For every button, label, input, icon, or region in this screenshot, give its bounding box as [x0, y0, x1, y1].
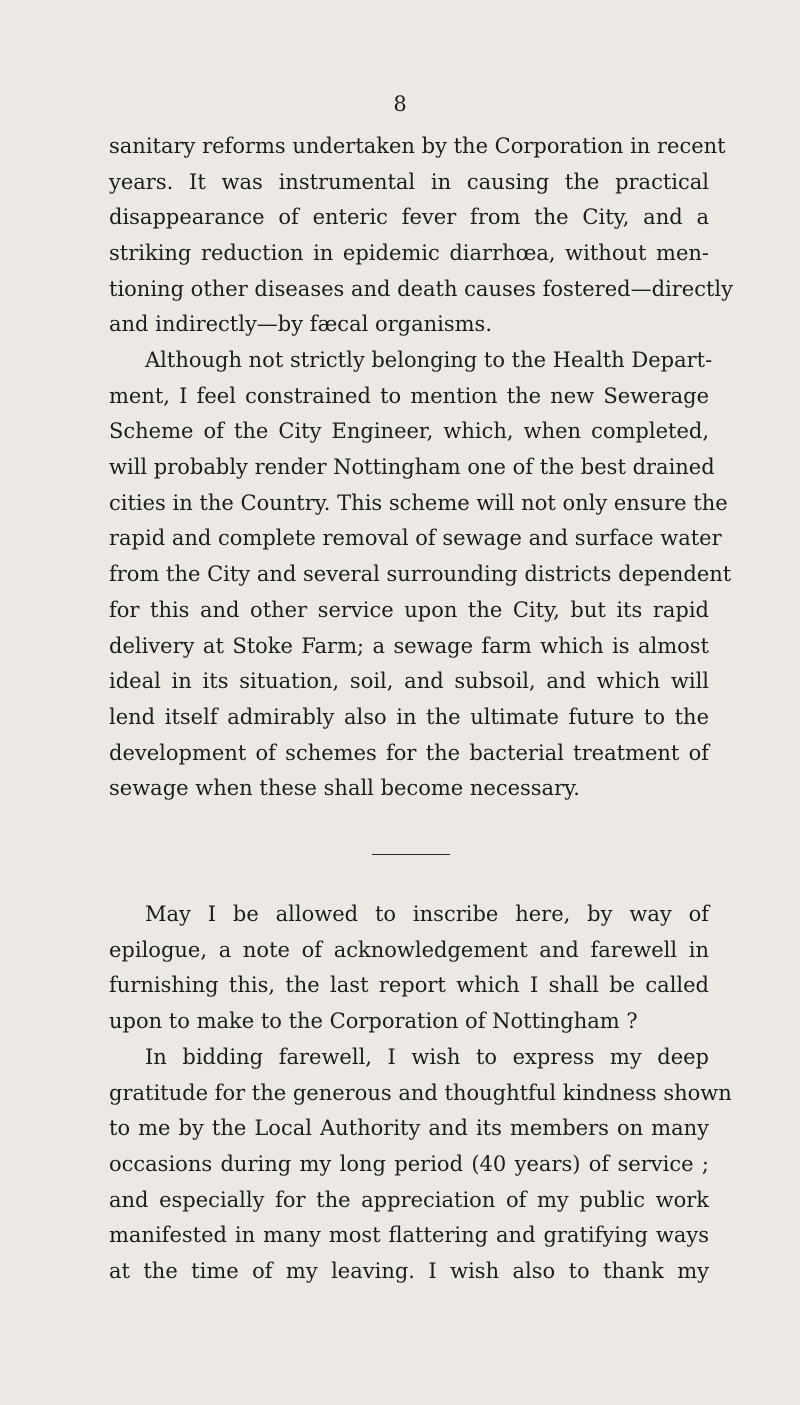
paragraph-2 — [109, 343, 732, 807]
text-line: Scheme of the City Engineer, which, when completed, — [109, 419, 709, 444]
text-line: delivery at Stoke Farm; a sewage farm which is almost — [109, 633, 709, 658]
paragraph-1 — [109, 129, 734, 343]
text-line: to me by the Local Authority and its members on many — [109, 1116, 709, 1141]
text-line: and indirectly—by fæcal organisms. — [109, 312, 493, 337]
text-line: tioning other diseases and death causes fostered—directly — [109, 276, 734, 301]
text-line: occasions during my long period (40 years) of service ; — [109, 1152, 709, 1177]
text-line: from the City and several surrounding districts dependent — [109, 562, 732, 587]
text-line: and especially for the appreciation of my public work — [109, 1187, 709, 1212]
paragraph-3 — [109, 897, 709, 1040]
text-line: will probably render Nottingham one of the best drained — [109, 455, 715, 480]
section-divider — [372, 854, 450, 855]
text-line: sewage when these shall become necessary. — [109, 776, 580, 801]
text-line: cities in the Country. This scheme will not only ensure the — [109, 490, 728, 515]
text-line: rapid and complete removal of sewage and surface water — [109, 526, 722, 551]
text-line: gratitude for the generous and thoughtful kindness shown — [109, 1080, 732, 1105]
page-number: 8 — [393, 92, 407, 116]
text-line: development of schemes for the bacterial treatment of — [109, 740, 709, 765]
text-line: manifested in many most flattering and gratifying ways — [109, 1223, 709, 1248]
text-line: for this and other service upon the City, but its rapid — [109, 597, 709, 622]
text-line: May I be allowed to inscribe here, by way of — [145, 902, 709, 926]
text-line: epilogue, a note of acknowledgement and farewell in — [109, 937, 709, 962]
text-line: lend itself admirably also in the ultimate future to the — [109, 704, 709, 729]
text-line: furnishing this, the last report which I shall be called — [109, 973, 709, 998]
paragraph-4 — [109, 1040, 732, 1290]
text-line: striking reduction in epidemic diarrhœa, without men- — [109, 241, 709, 266]
text-line: ment, I feel constrained to mention the new Sewerage — [109, 383, 709, 408]
text-line: sanitary reforms undertaken by the Corporation in recent — [109, 134, 726, 158]
text-line: years. It was instrumental in causing the practical — [109, 169, 709, 194]
text-line: In bidding farewell, I wish to express my deep — [145, 1045, 709, 1069]
text-line: Although not strictly belonging to the Health Depart- — [145, 348, 713, 372]
text-line: at the time of my leaving. I wish also to thank my — [109, 1259, 709, 1284]
text-line: disappearance of enteric fever from the City, and a — [109, 205, 709, 230]
text-line: ideal in its situation, soil, and subsoil, and which will — [109, 669, 709, 694]
text-line: upon to make to the Corporation of Nottingham ? — [109, 1009, 638, 1034]
